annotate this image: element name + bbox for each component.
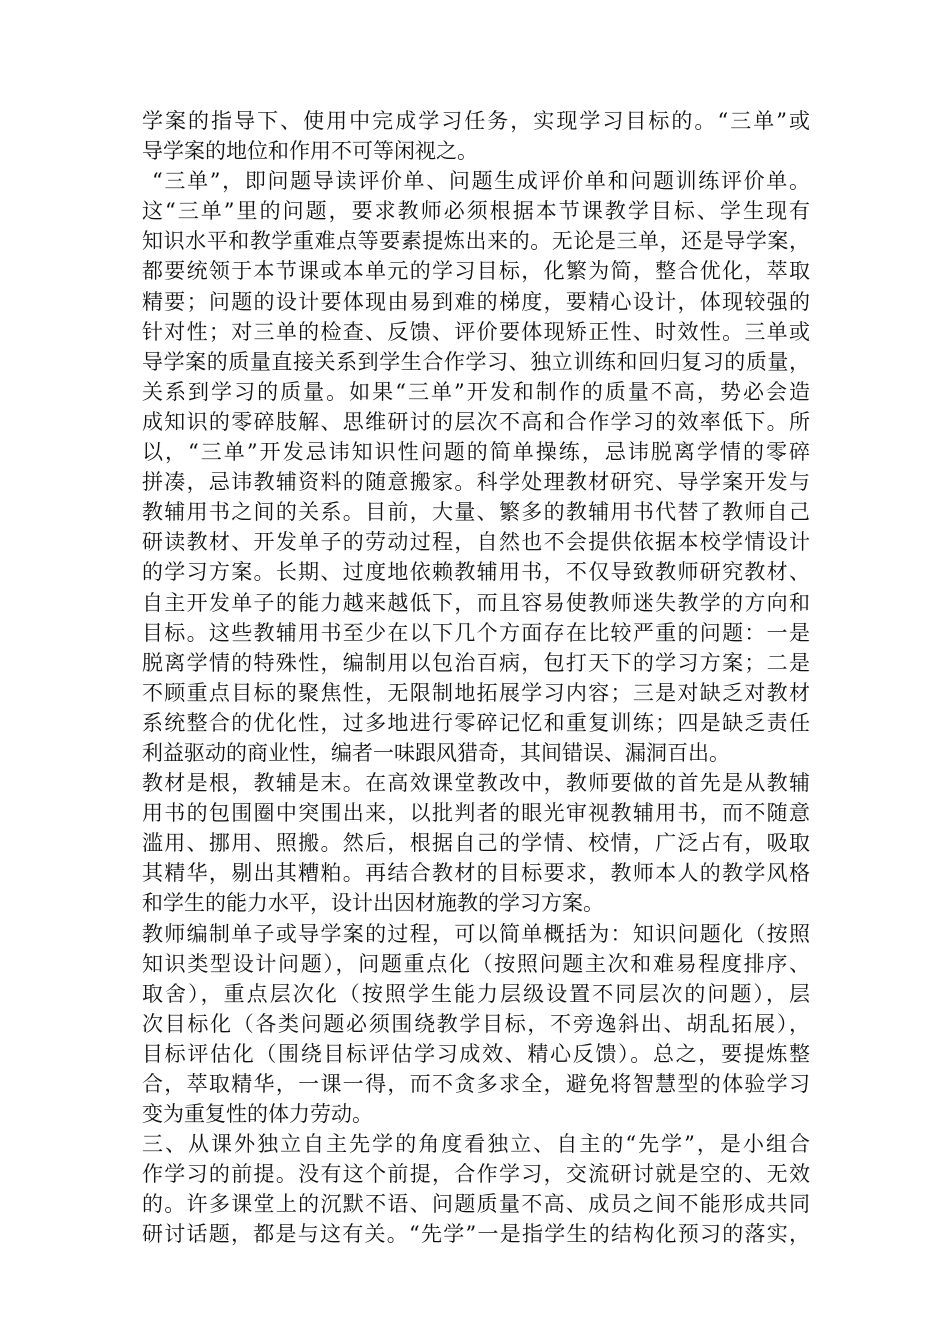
text-line: 滥用、挪用、照搬。然后，根据自己的学情、校情，广泛占有，吸取 (142, 831, 810, 856)
text-line: 用书的包围圈中突围出来，以批判者的眼光审视教辅用书，而不随意 (142, 801, 810, 826)
text-line: 和学生的能力水平，设计出因材施教的学习方案。 (142, 891, 604, 916)
text-line: 以，“三单”开发忌讳知识性问题的简单操练，忌讳脱离学情的零碎 (142, 440, 810, 465)
text-line: 目标评估化（围绕目标评估学习成效、精心反馈）。总之，要提炼整 (142, 1041, 810, 1066)
text-line: 脱离学情的特殊性，编制用以包治百病，包打天下的学习方案；二是 (142, 650, 810, 675)
text-line: 针对性；对三单的检查、反馈、评价要体现矫正性、时效性。三单或 (142, 319, 810, 344)
paragraph (142, 1129, 810, 1249)
text-line: 其精华，剔出其糟粕。再结合教材的目标要求，教师本人的教学风格 (142, 861, 810, 886)
paragraph (142, 106, 810, 166)
text-line: 取舍），重点层次化（按照学生能力层级设置不同层次的问题），层 (142, 981, 810, 1006)
text-line: 教材是根，教辅是末。在高效课堂教改中，教师要做的首先是从教辅 (142, 771, 810, 796)
text-line: 系统整合的优化性，过多地进行零碎记忆和重复训练；四是缺乏责任 (142, 710, 810, 735)
text-line: 教师编制单子或导学案的过程，可以简单概括为：知识问题化（按照 (142, 921, 810, 946)
paragraph (142, 166, 810, 768)
text-line: 的。许多课堂上的沉默不语、问题质量不高、成员之间不能形成共同 (142, 1192, 810, 1217)
text-line: 教辅用书之间的关系。目前，大量、繁多的教辅用书代替了教师自己 (142, 500, 810, 525)
text-line: “三单”，即问题导读评价单、问题生成评价单和问题训练评价单。 (152, 169, 810, 194)
text-line: 三、从课外独立自主先学的角度看独立、自主的“先学”，是小组合 (142, 1132, 810, 1157)
text-line: 自主开发单子的能力越来越低下，而且容易使教师迷失教学的方向和 (142, 590, 810, 615)
text-line: 研读教材、开发单子的劳动过程，自然也不会提供依据本校学情设计 (142, 530, 810, 555)
text-line: 合，萃取精华，一课一得，而不贪多求全，避免将智慧型的体验学习 (142, 1072, 810, 1096)
text-line: 知识类型设计问题），问题重点化（按照问题主次和难易程度排序、 (142, 951, 810, 976)
text-line: 作学习的前提。没有这个前提，合作学习，交流研讨就是空的、无效 (142, 1162, 810, 1187)
text-line: 导学案的质量直接关系到学生合作学习、独立训练和回归复习的质量， (142, 349, 810, 374)
text-line: 关系到学习的质量。如果“三单”开发和制作的质量不高，势必会造 (142, 379, 810, 404)
text-line: 的学习方案。长期、过度地依赖教辅用书，不仅导致教师研究教材、 (142, 560, 810, 585)
text-line: 目标。这些教辅用书至少在以下几个方面存在比较严重的问题：一是 (142, 620, 810, 645)
paragraph (142, 768, 810, 918)
paragraph (142, 919, 810, 1130)
document-body (142, 106, 810, 1250)
text-line: 成知识的零碎肢解、思维研讨的层次不高和合作学习的效率低下。所 (142, 409, 810, 434)
text-line: 精要；问题的设计要体现由易到难的梯度，要精心设计，体现较强的 (142, 289, 810, 314)
text-line: 次目标化（各类问题必须围绕教学目标，不旁逸斜出、胡乱拓展）， (142, 1011, 810, 1036)
text-line: 这“三单”里的问题，要求教师必须根据本节课教学目标、学生现有 (142, 199, 810, 224)
text-line: 导学案的地位和作用不可等闲视之。 (142, 139, 478, 164)
text-line: 研讨话题，都是与这有关。“先学”一是指学生的结构化预习的落实， (142, 1222, 810, 1247)
text-line: 拼凑，忌讳教辅资料的随意搬家。科学处理教材研究、导学案开发与 (142, 470, 810, 495)
text-line: 利益驱动的商业性，编者一味跟风猎奇，其间错误、漏洞百出。 (142, 740, 730, 765)
text-line: 变为重复性的体力劳动。 (142, 1102, 373, 1127)
text-line: 知识水平和教学重难点等要素提炼出来的。无论是三单，还是导学案， (142, 229, 810, 254)
text-line: 学案的指导下、使用中完成学习任务，实现学习目标的。“三单”或 (142, 109, 810, 133)
text-line: 不顾重点目标的聚焦性，无限制地拓展学习内容；三是对缺乏对教材 (142, 680, 810, 705)
text-line: 都要统领于本节课或本单元的学习目标，化繁为简，整合优化，萃取 (142, 259, 810, 284)
